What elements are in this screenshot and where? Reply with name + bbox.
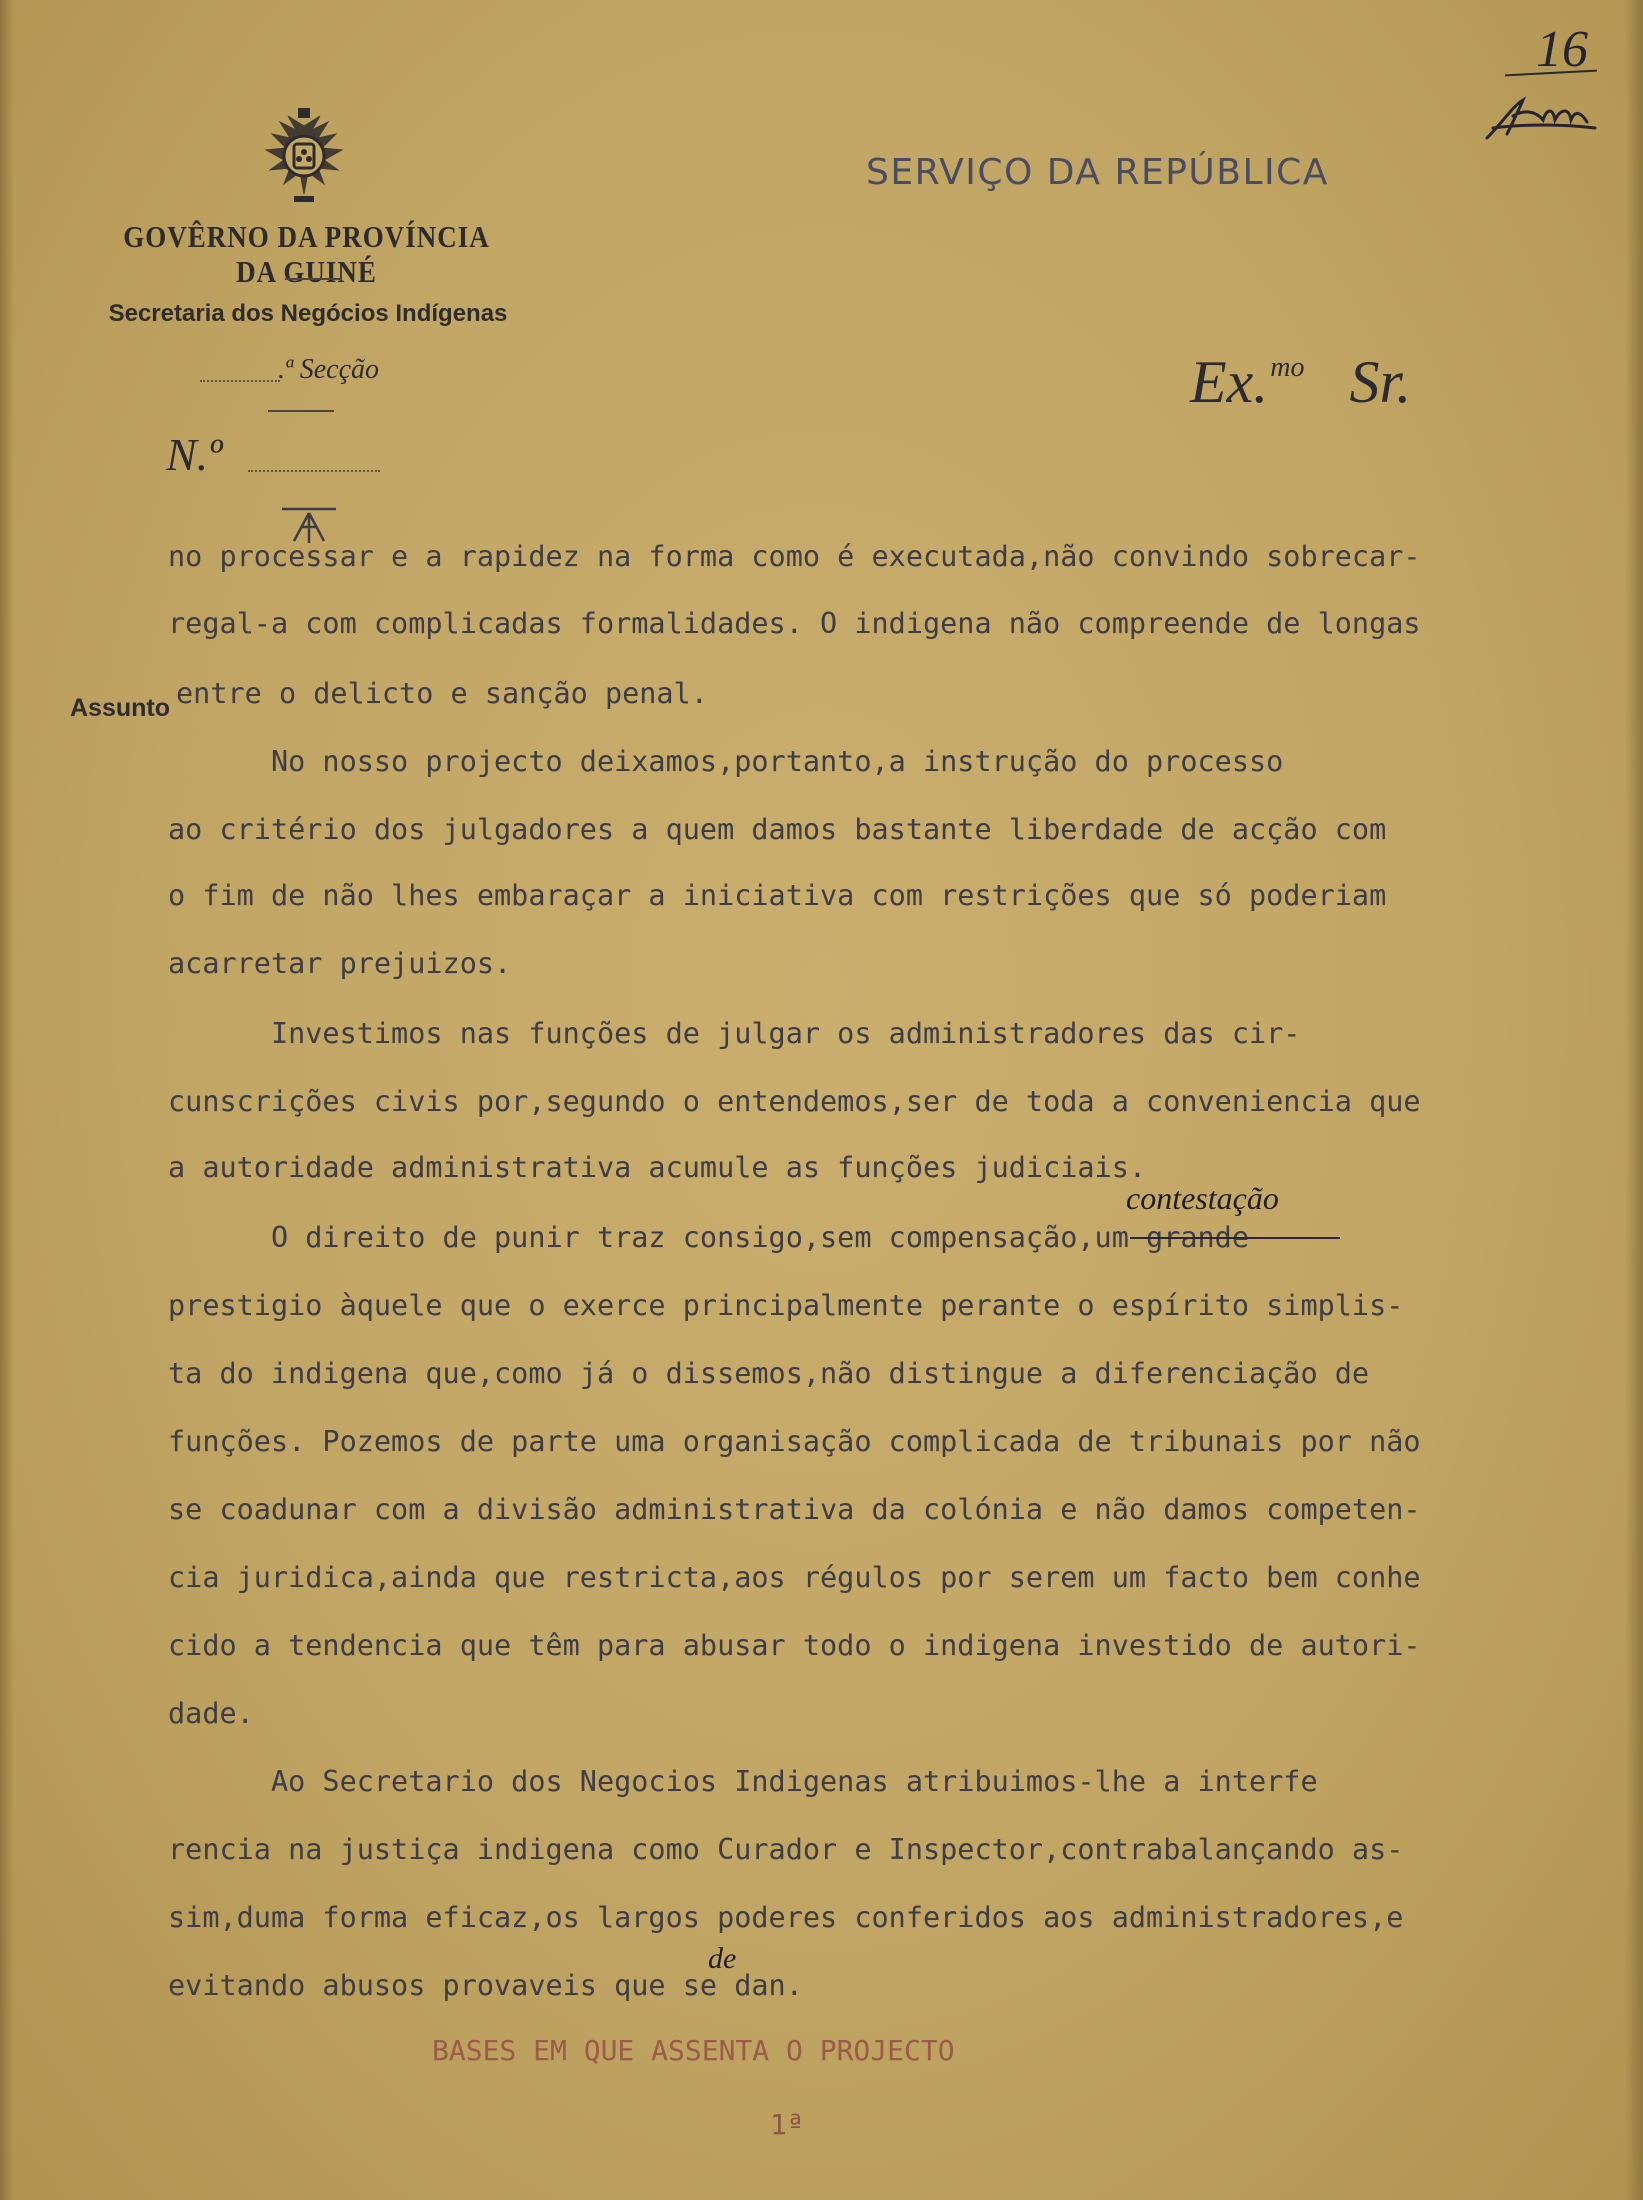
body-line: a autoridade administrativa acumule as funções judiciais. (168, 1151, 1147, 1184)
salutation-tail: Sr. (1349, 349, 1412, 415)
body-line: o fim de não lhes embaraçar a iniciativa com restrições que só poderiam (168, 879, 1387, 912)
body-line: Investimos nas funções de julgar os administradores das cir- (168, 1017, 1301, 1050)
salutation-superscript: mo (1270, 352, 1305, 383)
body-line: ao critério dos julgadores a quem damos bastante liberdade de acção com (168, 813, 1387, 846)
government-name: GOVÊRNO DA PROVÍNCIA DA GUINÉ (123, 220, 490, 289)
section-number-blank (200, 360, 280, 382)
body-line: ta do indigena que,como já o dissemos,não distingue a diferenciação de (168, 1357, 1370, 1390)
coat-of-arms-icon (244, 108, 364, 204)
body-line: O direito de punir traz consigo,sem compensação,um grande (168, 1221, 1249, 1254)
section-label: .ª Secção (278, 354, 380, 385)
strikethrough-mark (1130, 1237, 1340, 1239)
letterhead-divider (285, 278, 341, 280)
body-line: no processar e a rapidez na forma como é executada,não convindo sobrecar- (168, 540, 1421, 573)
number-label: N.º (166, 429, 223, 480)
body-line: funções. Pozemos de parte uma organisação complicada de tribunais por não (168, 1425, 1421, 1458)
body-line: evitando abusos provaveis que se dan. (168, 1969, 803, 2002)
body-line: rencia na justiça indigena como Curador e Inspector,contrabalançando as- (168, 1833, 1404, 1866)
body-line: dade. (168, 1697, 254, 1730)
handwritten-correction: contestação (1126, 1180, 1279, 1216)
body-line: cido a tendencia que têm para abusar todo o indigena investido de autori- (168, 1629, 1421, 1662)
body-line: prestigio àquele que o exerce principalmente perante o espírito simplis- (168, 1289, 1404, 1322)
body-line: se coadunar com a divisão administrativa da colónia e não damos competen- (168, 1493, 1421, 1526)
paper-edge-left (0, 0, 14, 2200)
section-ordinal: 1ª (770, 2108, 804, 2141)
body-line: sim,duma forma eficaz,os largos poderes conferidos aos administradores,e (168, 1901, 1404, 1934)
number-blank (248, 450, 380, 472)
body-line: Ao Secretario dos Negocios Indigenas atribuimos-lhe a interfe (168, 1765, 1318, 1798)
section-heading: BASES EM QUE ASSENTA O PROJECTO (432, 2034, 955, 2067)
body-line: No nosso projecto deixamos,portanto,a instrução do processo (168, 745, 1284, 778)
body-line: acarretar prejuizos. (168, 947, 512, 980)
department-name: Secretaria dos Negócios Indígenas (108, 300, 508, 327)
handwritten-insertion: de (708, 1942, 737, 1975)
body-line: entre o delicto e sanção penal. (176, 677, 708, 710)
folio-number: 16 (1536, 21, 1588, 78)
service-header: SERVIÇO DA REPÚBLICA (866, 152, 1329, 193)
salutation-prefix: Ex. (1190, 349, 1269, 415)
salutation (1190, 348, 1411, 417)
subject-label: Assunto (70, 694, 170, 722)
body-line: cunscrições civis por,segundo o entendemos,ser de toda a conveniencia que (168, 1085, 1421, 1118)
body-line: regal-a com complicadas formalidades. O indigena não compreende de longas (168, 607, 1421, 640)
body-line: cia juridica,ainda que restricta,aos régulos por serem um facto bem conhe (168, 1561, 1421, 1594)
handwritten-initials-signature (1483, 94, 1598, 142)
section-divider (268, 410, 334, 412)
paper-edge-right (1625, 0, 1643, 2200)
